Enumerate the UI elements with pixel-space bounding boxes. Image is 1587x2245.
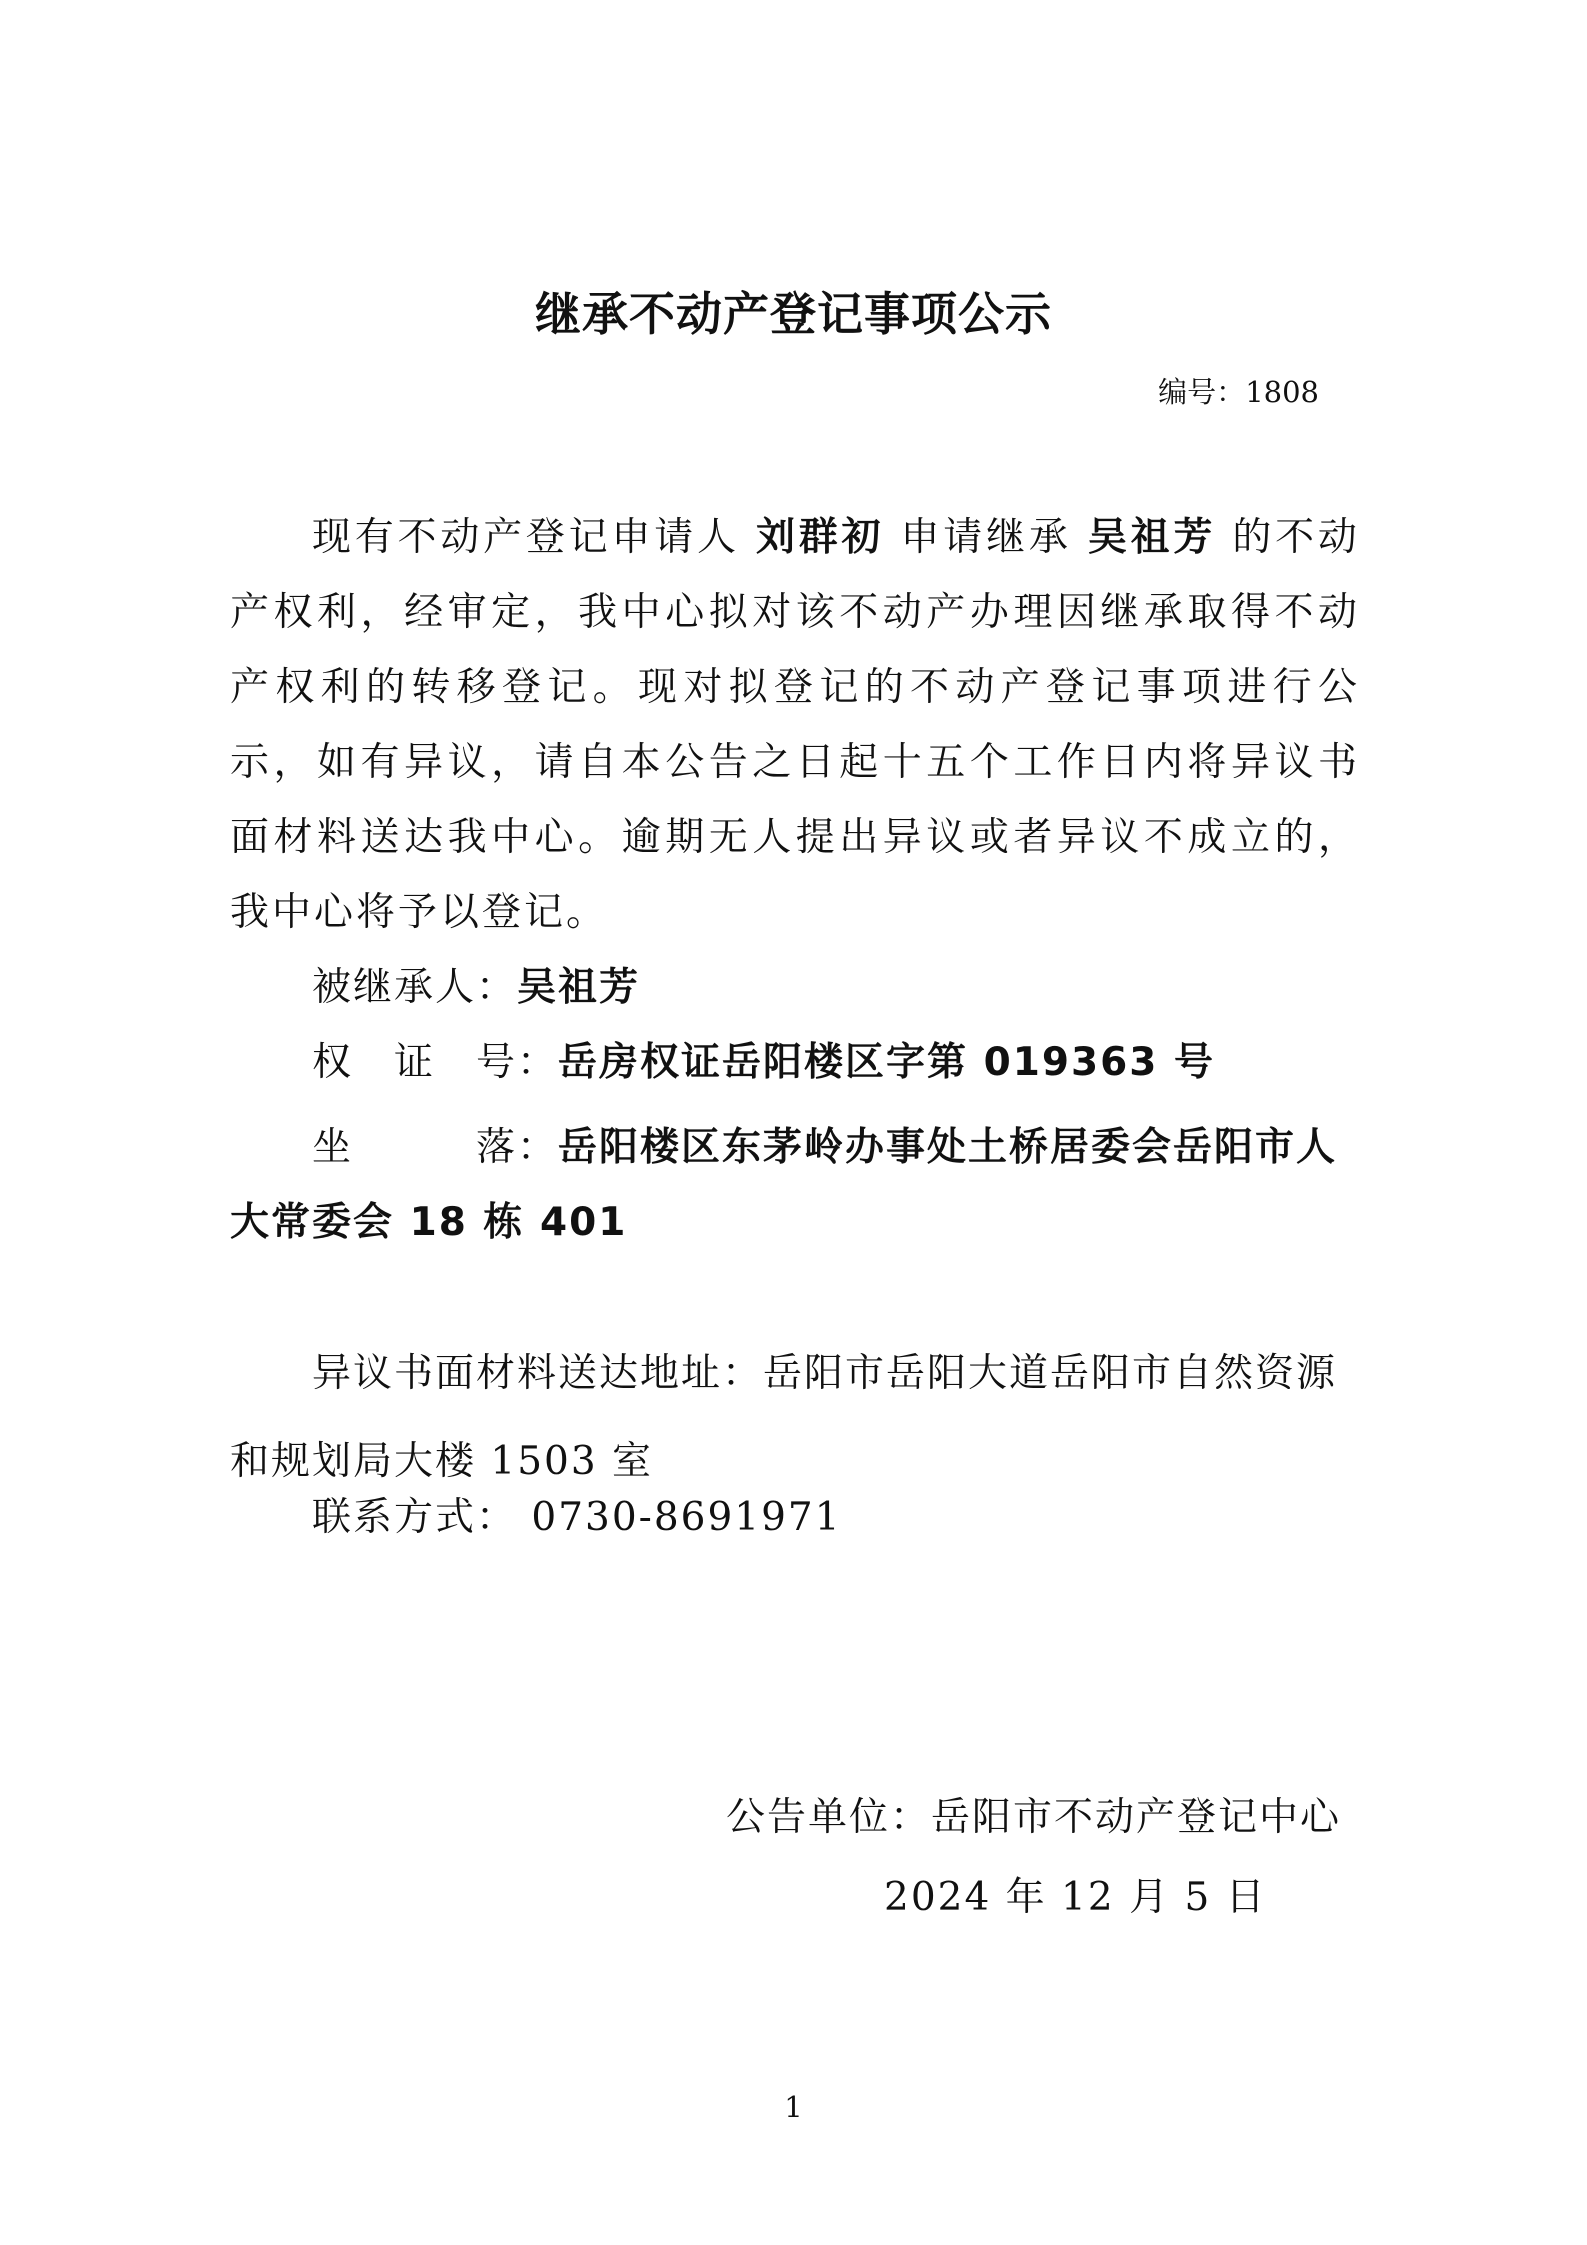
decedent-field: [312, 950, 640, 1025]
paragraph-text-3: 的不动产权利，经审定，我中心拟对该不动产办理因继承取得不动产权利的转移登记。现对拟登记的不动产登记事项进行公示，如有异议，请自本公告之日起十五个工作日内将异议书面材料送达我中心。逾期无人提出异议或者异议不成立的，我中心将予以登记。: [230, 515, 1360, 935]
issuer: [726, 1780, 1341, 1855]
issue-date: 2024 年 12 月 5 日: [884, 1875, 1267, 1920]
issuer-value: 岳阳市不动产登记中心: [931, 1795, 1342, 1840]
notice-paragraph: [230, 500, 1360, 950]
paragraph-text-2: 申请继承: [900, 515, 1072, 560]
decedent-label: 被继承人：: [312, 965, 518, 1010]
location-field: [230, 1110, 1360, 1260]
address-value: 岳阳市岳阳大道岳阳市自然资源和规划局大楼 1503 室: [230, 1351, 1338, 1484]
address-label: 异议书面材料送达地址：: [312, 1351, 764, 1396]
certificate-field: [312, 1025, 1215, 1100]
document-number: [1158, 370, 1319, 411]
applicant-name: 刘群初: [756, 515, 885, 560]
certificate-value: 岳房权证岳阳楼区字第 019363 号: [558, 1040, 1215, 1085]
contact-value: 0730-8691971: [531, 1495, 842, 1540]
contact-info: [312, 1480, 842, 1555]
document-number-value: 1808: [1245, 375, 1319, 409]
page-title: 继承不动产登记事项公示: [535, 287, 1052, 341]
document-number-label: 编号：: [1158, 375, 1246, 409]
issuer-label: 公告单位：: [726, 1795, 932, 1840]
decedent-value: 吴祖芳: [517, 965, 641, 1010]
location-value: 岳阳楼区东茅岭办事处土桥居委会岳阳市人大常委会 18 栋 401: [230, 1125, 1338, 1245]
decedent-name: 吴祖芳: [1087, 515, 1217, 560]
certificate-label: 权 证 号：: [312, 1040, 559, 1085]
paragraph-text-1: 现有不动产登记申请人: [312, 515, 740, 560]
page-number: 1: [784, 2090, 803, 2124]
location-label: 坐 落：: [312, 1125, 559, 1170]
contact-label: 联系方式：: [312, 1495, 518, 1540]
